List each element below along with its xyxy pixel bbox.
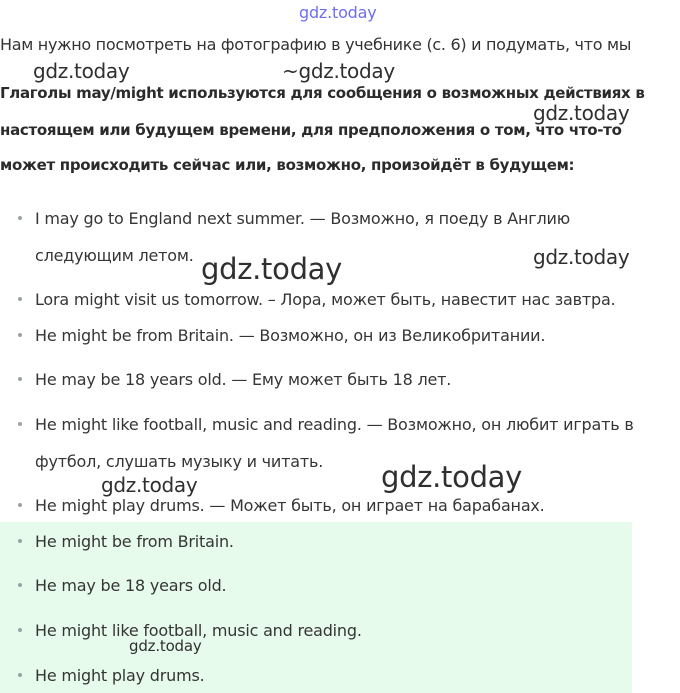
intro-text: Нам нужно посмотреть на фотографию в учебнике (с. 6) и подумать, что мы [0,35,632,54]
list-item [18,290,615,309]
answer-text: He might play drums. [35,666,205,685]
rule-line-2: настоящем или будущем времени, для предположения о том, что что-то [0,121,622,139]
top-watermark: gdz.today [299,3,377,22]
rule-line-1: Глаголы may/might используются для сообщения о возможных действиях в [0,84,645,102]
answer-text: He may be 18 years old. [35,576,227,595]
watermark: gdz.today [381,460,523,494]
answer-text: He might like football, music and reading. [35,621,362,640]
bullet-icon [18,377,22,381]
watermark: gdz.today [33,59,130,83]
watermark: gdz.today [533,245,630,269]
answer-item [18,532,234,551]
list-item [18,496,545,515]
bullet-icon [18,422,22,426]
answer-item [18,576,226,595]
watermark: gdz.today [201,252,343,286]
list-item [18,415,634,434]
watermark: gdz.today [533,101,630,125]
rule-line-3: может происходить сейчас или, возможно, произойдёт в будущем: [0,156,575,174]
example-text: He might like football, music and reading. — Возможно, он любит играть в [35,415,634,434]
answer-item [18,666,205,685]
example-text: I may go to England next summer. — Возможно, я поеду в Англию [35,209,570,228]
example-text-continued: следующим летом. [35,246,194,265]
bullet-icon [18,297,22,301]
list-item [18,209,570,228]
list-item [18,326,545,345]
watermark: gdz.today [129,637,202,655]
example-text: He might be from Britain. — Возможно, он из Великобритании. [35,326,546,345]
answer-text: He might be from Britain. [35,532,234,551]
example-text: He may be 18 years old. — Ему может быть 18 лет. [35,370,452,389]
list-item [18,370,451,389]
example-text: He might play drums. — Может быть, он играет на барабанах. [35,496,545,515]
bullet-icon [18,503,22,507]
bullet-icon [18,628,22,632]
bullet-icon [18,673,22,677]
watermark: gdz.today [101,473,198,497]
watermark: ~gdz.today [282,59,395,83]
bullet-icon [18,333,22,337]
bullet-icon [18,583,22,587]
example-text-continued: футбол, слушать музыку и читать. [35,452,324,471]
bullet-icon [18,216,22,220]
example-text: Lora might visit us tomorrow. – Лора, может быть, навестит нас завтра. [35,290,616,309]
bullet-icon [18,539,22,543]
